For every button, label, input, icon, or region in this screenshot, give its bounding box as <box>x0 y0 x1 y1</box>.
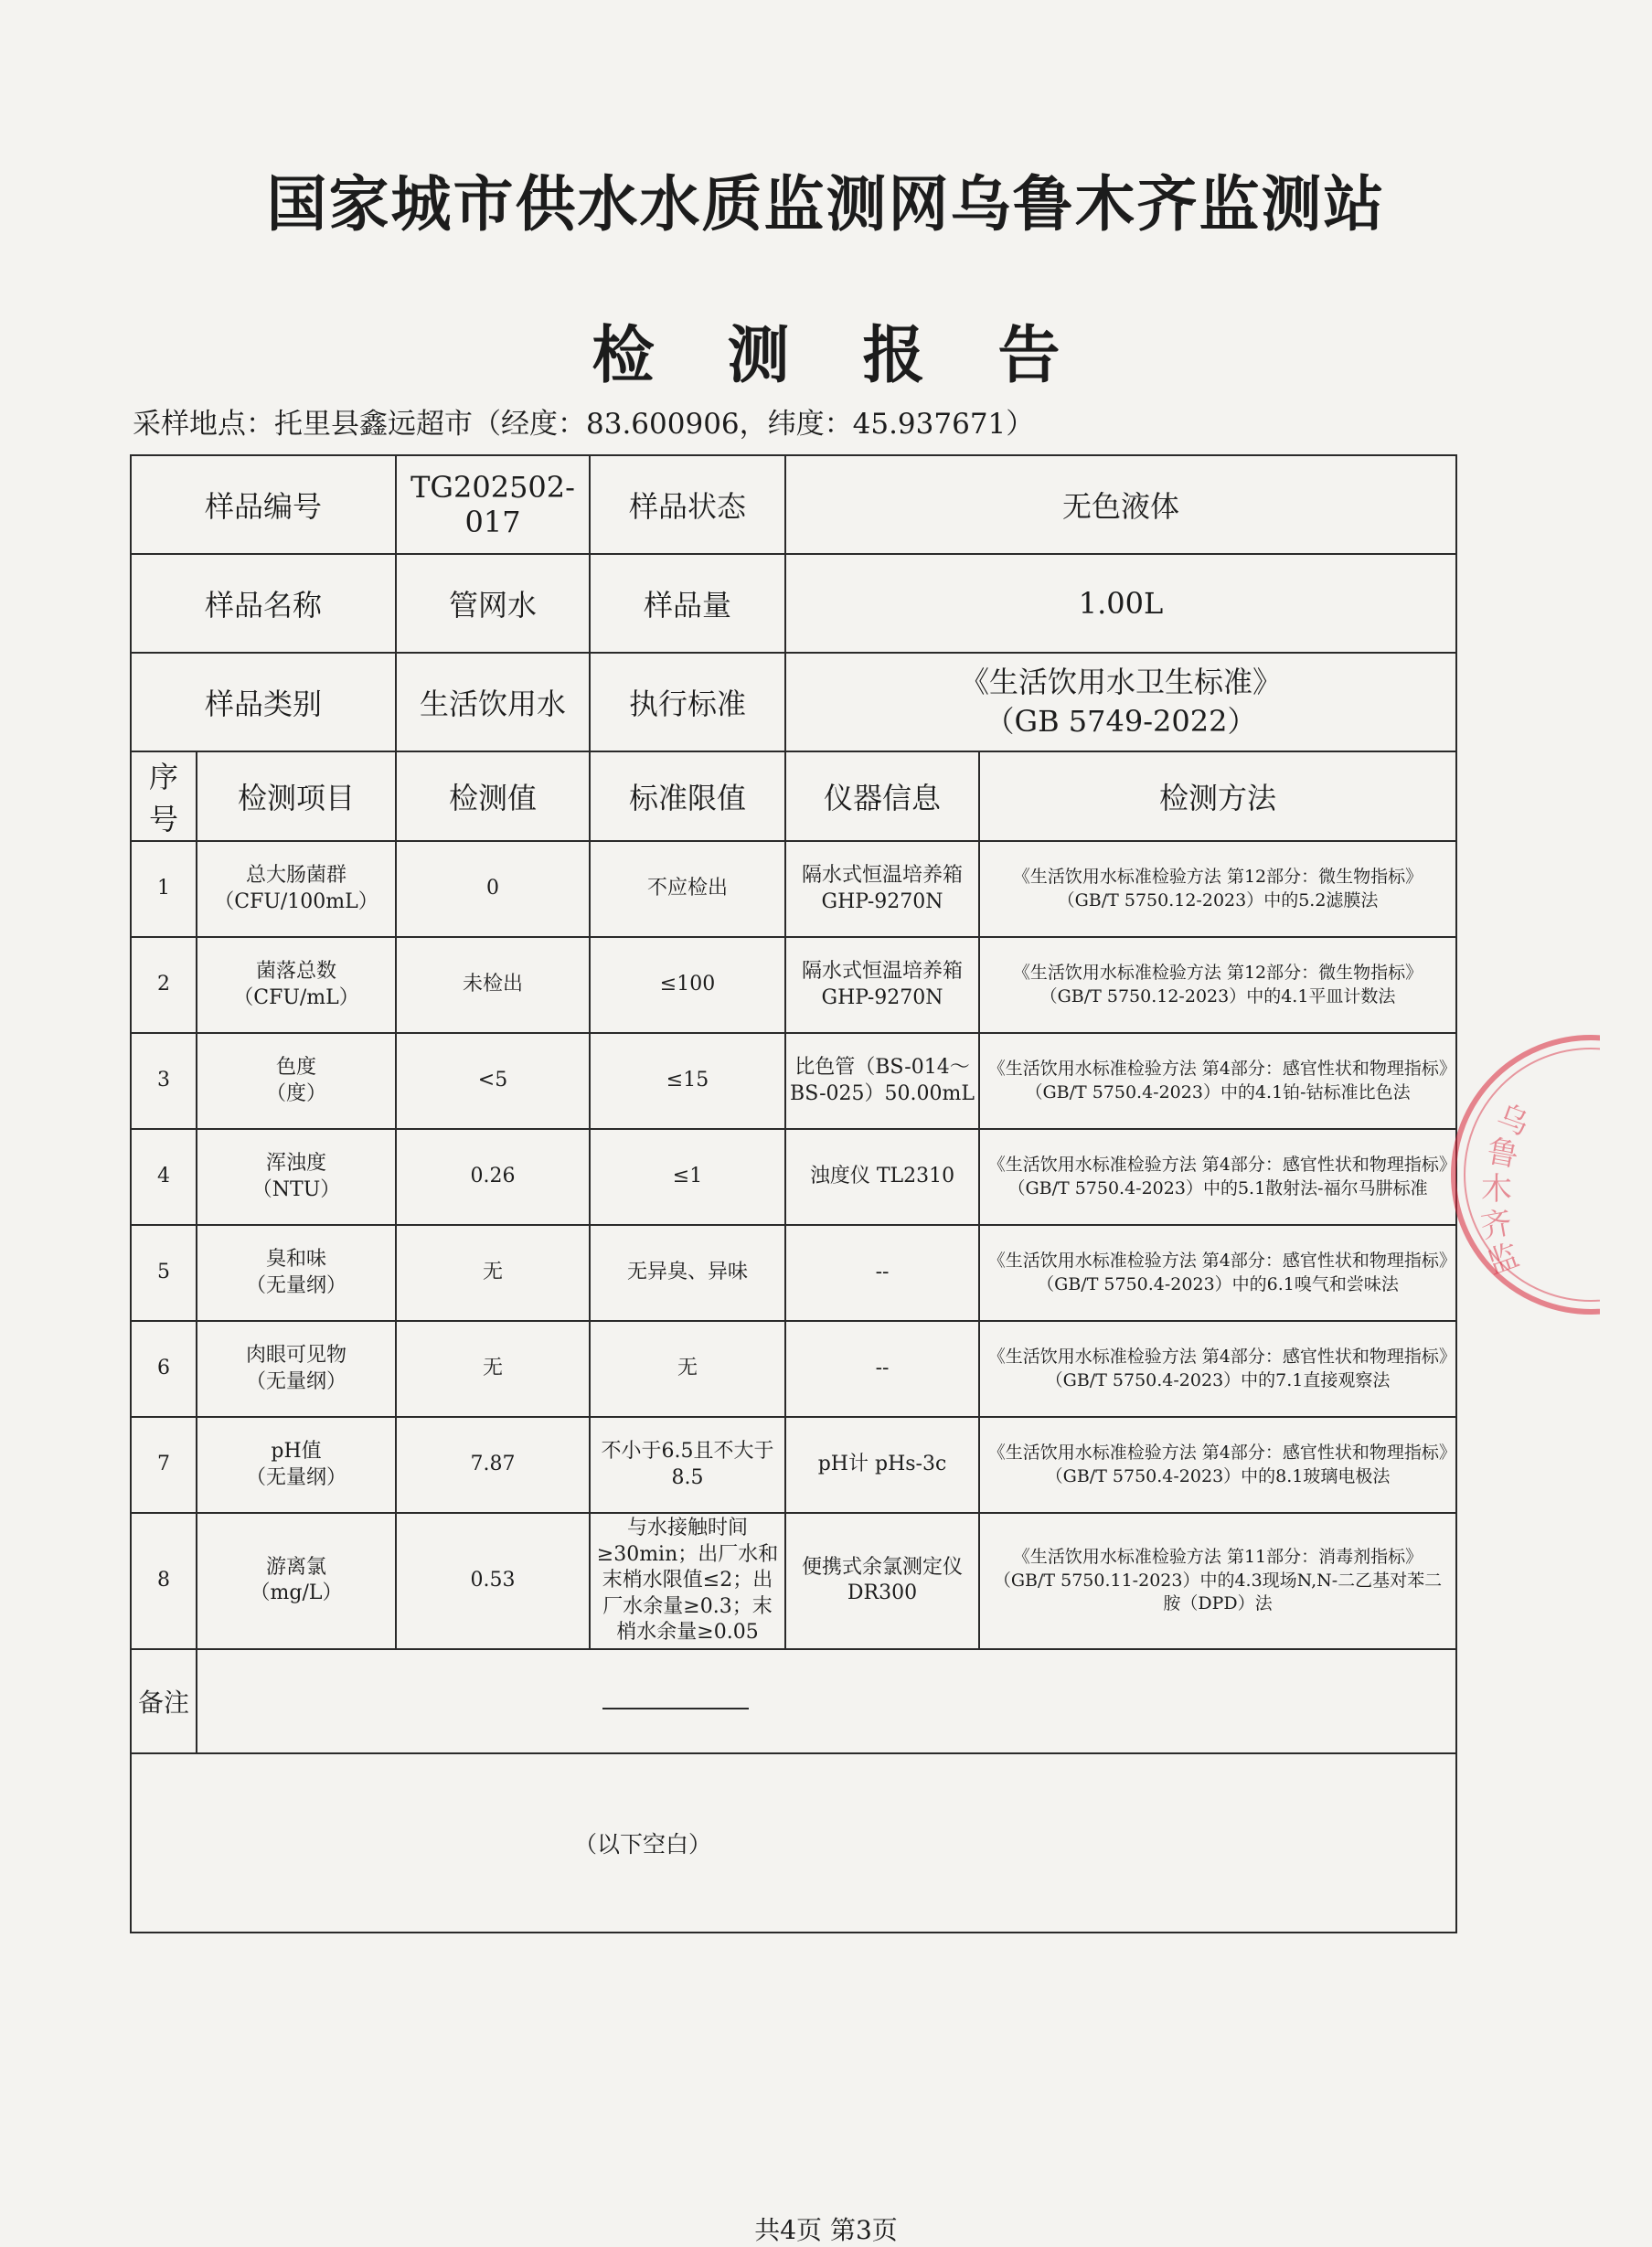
table-row <box>131 1129 1456 1225</box>
report-table <box>130 454 1457 1933</box>
table-header <box>131 751 1456 841</box>
result-rows <box>131 841 1456 1649</box>
row-instrument: 浊度仪 TL2310 <box>785 1129 979 1225</box>
remark-dash <box>602 1708 749 1709</box>
row-item <box>197 1321 396 1417</box>
row-item <box>197 937 396 1033</box>
row-no: 3 <box>131 1033 197 1129</box>
row-no: 7 <box>131 1417 197 1513</box>
row-instrument: pH计 pHs-3c <box>785 1417 979 1513</box>
col-header-no: 序号 <box>131 751 197 841</box>
row-value: 0.53 <box>396 1513 590 1649</box>
row-no: 6 <box>131 1321 197 1417</box>
row-item-name: 肉眼可见物 <box>246 1343 347 1367</box>
info-row-sample-type <box>131 653 1456 751</box>
blank-note-text: （以下空白） <box>574 1830 712 1858</box>
standard-line2: （GB 5749-2022） <box>985 704 1257 739</box>
row-value: <5 <box>396 1033 590 1129</box>
sample-type-value: 生活饮用水 <box>396 653 590 751</box>
row-no: 8 <box>131 1513 197 1649</box>
row-no: 2 <box>131 937 197 1033</box>
sample-id-label: 样品编号 <box>131 455 396 554</box>
row-item <box>197 1417 396 1513</box>
row-method: 《生活饮用水标准检验方法 第12部分：微生物指标》（GB/T 5750.12-2023）中的4.1平皿计数法 <box>979 937 1456 1033</box>
col-header-item: 检测项目 <box>197 751 396 841</box>
sample-name-value: 管网水 <box>396 554 590 653</box>
row-instrument: 隔水式恒温培养箱 GHP-9270N <box>785 937 979 1033</box>
row-value: 0 <box>396 841 590 937</box>
blank-note <box>131 1753 1456 1933</box>
row-value: 未检出 <box>396 937 590 1033</box>
remark-label: 备注 <box>131 1649 197 1753</box>
row-limit: 不小于6.5且不大于8.5 <box>590 1417 785 1513</box>
standard-line1: 《生活饮用水卫生标准》 <box>960 664 1283 699</box>
col-header-value: 检测值 <box>396 751 590 841</box>
sample-id-value: TG202502-017 <box>396 455 590 554</box>
page-footer: 共4页 第3页 <box>754 2215 898 2245</box>
row-item-name: 菌落总数 <box>256 959 337 983</box>
row-item-name: 总大肠菌群 <box>246 863 347 887</box>
row-method: 《生活饮用水标准检验方法 第4部分：感官性状和物理指标》（GB/T 5750.4-2023）中的5.1散射法-福尔马肼标准 <box>979 1129 1456 1225</box>
info-row-sample-name <box>131 554 1456 653</box>
row-item <box>197 1129 396 1225</box>
row-item <box>197 1513 396 1649</box>
row-value: 无 <box>396 1321 590 1417</box>
row-item <box>197 841 396 937</box>
row-instrument: 隔水式恒温培养箱 GHP-9270N <box>785 841 979 937</box>
col-header-instrument: 仪器信息 <box>785 751 979 841</box>
table-row <box>131 1225 1456 1321</box>
row-no: 5 <box>131 1225 197 1321</box>
table-row <box>131 1513 1456 1649</box>
row-value: 7.87 <box>396 1417 590 1513</box>
row-item-name: 臭和味 <box>266 1247 327 1271</box>
row-method: 《生活饮用水标准检验方法 第12部分：微生物指标》（GB/T 5750.12-2023）中的5.2滤膜法 <box>979 841 1456 937</box>
row-limit: 不应检出 <box>590 841 785 937</box>
col-header-limit: 标准限值 <box>590 751 785 841</box>
table-row <box>131 1033 1456 1129</box>
row-item-unit: （度） <box>266 1081 327 1105</box>
sample-state-label: 样品状态 <box>590 455 785 554</box>
standard-value <box>785 653 1456 751</box>
row-item-name: 色度 <box>276 1055 317 1079</box>
row-no: 1 <box>131 841 197 937</box>
row-item-unit: （无量纲） <box>246 1369 347 1393</box>
row-item-unit: （mg/L） <box>250 1581 343 1605</box>
row-method: 《生活饮用水标准检验方法 第11部分：消毒剂指标》（GB/T 5750.11-2023）中的4.3现场N,N-二乙基对苯二胺（DPD）法 <box>979 1513 1456 1649</box>
svg-text:木: 木 <box>1481 1171 1512 1208</box>
row-item <box>197 1225 396 1321</box>
row-item-unit: （CFU/100mL） <box>214 889 378 913</box>
row-instrument: -- <box>785 1321 979 1417</box>
sampling-location: 采样地点：托里县鑫远超市（经度：83.600906，纬度：45.937671） <box>133 408 1035 441</box>
sample-amount-label: 样品量 <box>590 554 785 653</box>
row-item-name: pH值 <box>271 1439 322 1463</box>
sample-name-label: 样品名称 <box>131 554 396 653</box>
row-limit: ≤1 <box>590 1129 785 1225</box>
sample-amount-value: 1.00L <box>785 554 1456 653</box>
table-row <box>131 841 1456 937</box>
svg-text:鲁: 鲁 <box>1484 1133 1521 1175</box>
page-title: 国家城市供水水质监测网乌鲁木齐监测站 <box>266 169 1386 240</box>
table-row <box>131 1417 1456 1513</box>
row-item-unit: （CFU/mL） <box>233 985 359 1009</box>
remark-row <box>131 1649 1456 1753</box>
report-title: 检测报告 <box>592 320 1134 392</box>
row-method: 《生活饮用水标准检验方法 第4部分：感官性状和物理指标》（GB/T 5750.4-2023）中的4.1铂-钴标准比色法 <box>979 1033 1456 1129</box>
row-limit: ≤15 <box>590 1033 785 1129</box>
row-instrument: 比色管（BS-014～BS-025）50.00mL <box>785 1033 979 1129</box>
row-item <box>197 1033 396 1129</box>
table-row <box>131 1321 1456 1417</box>
col-header-method: 检测方法 <box>979 751 1456 841</box>
row-instrument: -- <box>785 1225 979 1321</box>
remark-value <box>197 1649 1456 1753</box>
row-value: 0.26 <box>396 1129 590 1225</box>
svg-text:齐: 齐 <box>1477 1204 1516 1246</box>
row-no: 4 <box>131 1129 197 1225</box>
sample-state-value: 无色液体 <box>785 455 1456 554</box>
row-method: 《生活饮用水标准检验方法 第4部分：感官性状和物理指标》（GB/T 5750.4-2023）中的7.1直接观察法 <box>979 1321 1456 1417</box>
svg-text:监: 监 <box>1482 1237 1525 1283</box>
standard-label: 执行标准 <box>590 653 785 751</box>
svg-text:乌: 乌 <box>1491 1097 1534 1144</box>
row-limit: ≤100 <box>590 937 785 1033</box>
blank-row <box>131 1753 1456 1933</box>
row-limit: 无异臭、异味 <box>590 1225 785 1321</box>
sample-type-label: 样品类别 <box>131 653 396 751</box>
row-limit: 与水接触时间≥30min；出厂水和末梢水限值≤2；出厂水余量≥0.3；末梢水余量≥0.05 <box>590 1513 785 1649</box>
row-item-name: 浑浊度 <box>266 1151 327 1175</box>
table-row <box>131 937 1456 1033</box>
row-item-unit: （无量纲） <box>246 1465 347 1489</box>
row-method: 《生活饮用水标准检验方法 第4部分：感官性状和物理指标》（GB/T 5750.4-2023）中的8.1玻璃电极法 <box>979 1417 1456 1513</box>
row-instrument: 便携式余氯测定仪 DR300 <box>785 1513 979 1649</box>
row-item-unit: （NTU） <box>251 1177 341 1201</box>
info-row-sample-id <box>131 455 1456 554</box>
row-method: 《生活饮用水标准检验方法 第4部分：感官性状和物理指标》（GB/T 5750.4-2023）中的6.1嗅气和尝味法 <box>979 1225 1456 1321</box>
row-item-unit: （无量纲） <box>246 1273 347 1297</box>
row-item-name: 游离氯 <box>266 1555 327 1579</box>
row-value: 无 <box>396 1225 590 1321</box>
row-limit: 无 <box>590 1321 785 1417</box>
